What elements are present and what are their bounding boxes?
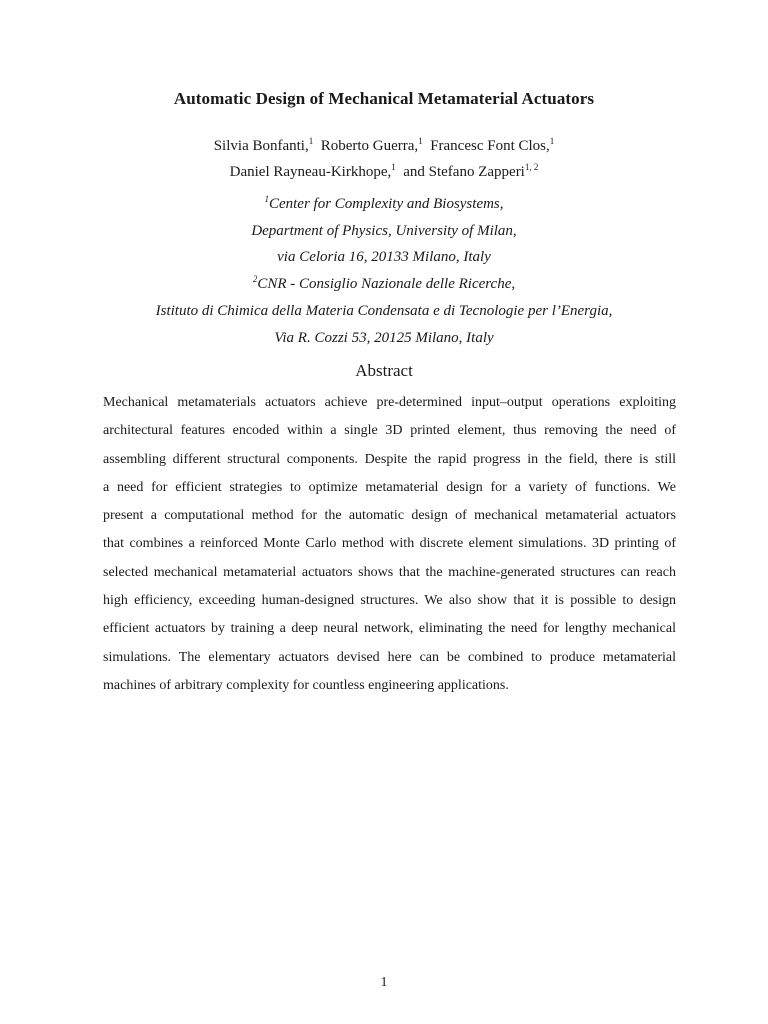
author-stefano-zapperi: and Stefano Zapperi$^{1, 2}$ bbox=[403, 162, 539, 180]
paper-title: Automatic Design of Mechanical Metamaterial Actuators bbox=[173, 89, 595, 108]
affiliation-1-line-2: Department of Physics, University of Milan, bbox=[251, 222, 517, 239]
affiliations bbox=[0, 191, 768, 351]
affiliation-2-line-3: Via R. Cozzi 53, 20125 Milano, Italy bbox=[274, 329, 494, 346]
affiliation-1-line-1: $^1$Center for Complexity and Biosystems, bbox=[264, 194, 504, 212]
affiliation-1-line-3: via Celoria 16, 20133 Milano, Italy bbox=[277, 249, 491, 266]
affiliation-2-line-1: $^2$CNR - Consiglio Nazionale delle Ricerche, bbox=[252, 274, 516, 293]
affiliation-2-line-2: Istituto di Chimica della Materia Condensata e di Tecnologie per l’Energia, bbox=[155, 302, 613, 319]
abstract-line: architectural features encoded within a single 3D printed element, thus removing the need of bbox=[103, 423, 676, 439]
abstract-line: high efficiency, exceeding human-designed structures. We also show that it is possible to design bbox=[103, 593, 676, 609]
abstract-heading: Abstract bbox=[355, 361, 413, 380]
author-daniel-rayneau-kirkhope: Daniel Rayneau-Kirkhope,$^1$ bbox=[229, 162, 396, 180]
author-silvia-bonfanti: Silvia Bonfanti,$^1$ bbox=[213, 136, 314, 154]
abstract-body bbox=[103, 389, 676, 700]
author-line-1 bbox=[0, 133, 768, 159]
author-line-2 bbox=[0, 159, 768, 185]
abstract-line: present a computational method for the automatic design of mechanical metamaterial actuators bbox=[103, 508, 676, 524]
abstract-line: that combines a reinforced Monte Carlo method with discrete element simulations. 3D printing of bbox=[103, 536, 676, 552]
abstract-line: assembling different structural components. Despite the rapid progress in the field, there is still bbox=[103, 451, 676, 467]
author-list bbox=[0, 133, 768, 185]
author-francesc-font-clos: Francesc Font Clos,$^1$ bbox=[430, 136, 555, 154]
abstract-line: a need for efficient strategies to optimize metamaterial design for a variety of functions. We bbox=[103, 479, 676, 495]
abstract-line: simulations. The elementary actuators devised here can be combined to produce metamaterial bbox=[103, 649, 676, 665]
abstract-line: Mechanical metamaterials actuators achieve pre-determined input–output operations exploiting bbox=[103, 395, 676, 410]
abstract-line: selected mechanical metamaterial actuators shows that the machine-generated structures can reach bbox=[103, 564, 676, 580]
author-roberto-guerra: Roberto Guerra,$^1$ bbox=[320, 136, 423, 154]
page-number: 1 bbox=[380, 975, 388, 990]
abstract-line: efficient actuators by training a deep neural network, eliminating the need for lengthy mechanical bbox=[103, 621, 676, 637]
abstract-line: machines of arbitrary complexity for countless engineering applications. bbox=[103, 677, 509, 693]
